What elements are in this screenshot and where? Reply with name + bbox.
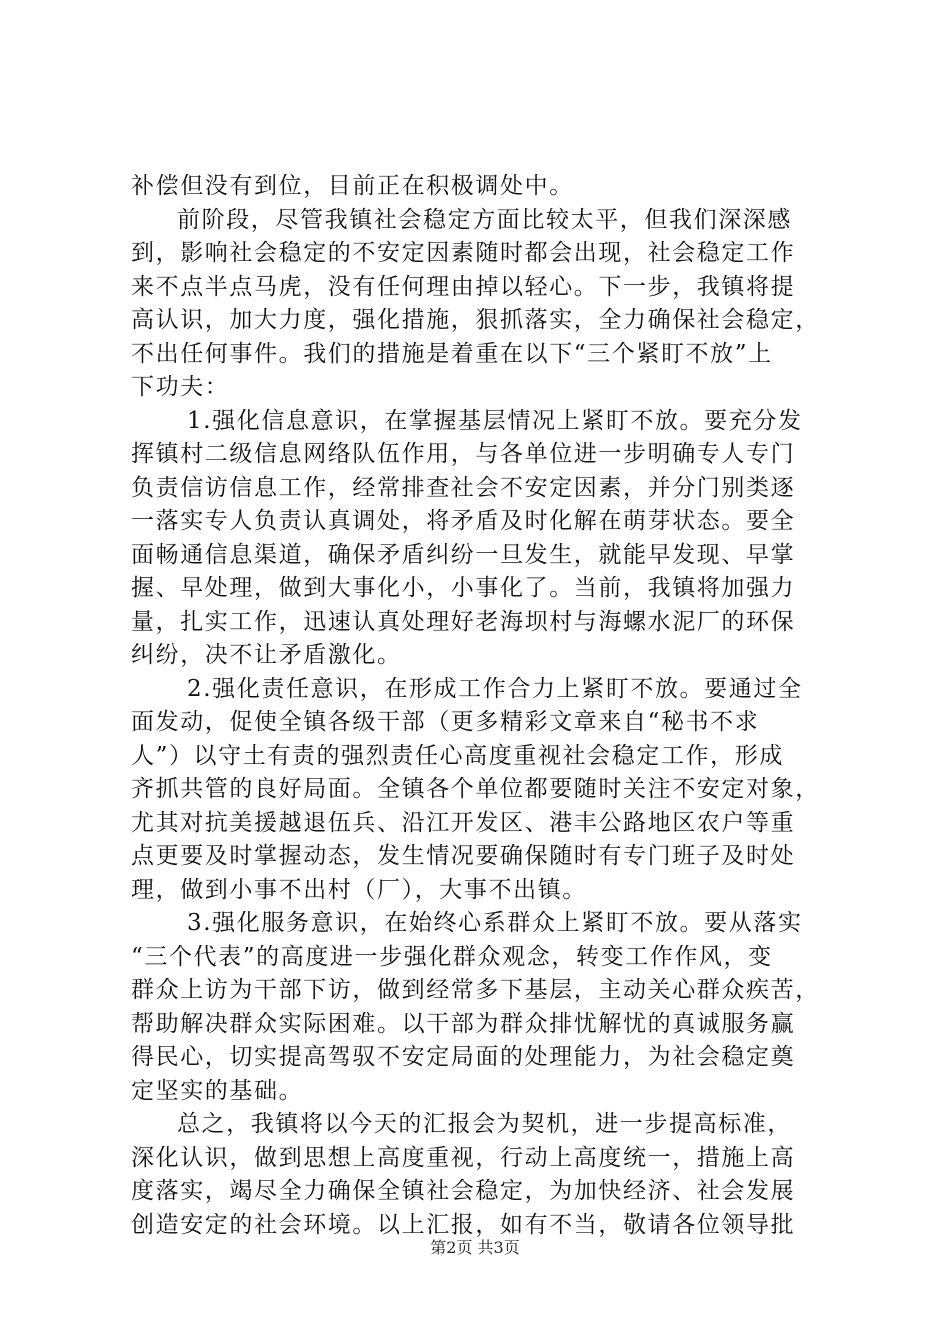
text-line: 深化认识，做到思想上高度重视，行动上高度统一，措施上高 — [131, 1144, 796, 1171]
text-line: 得民心，切实提高驾驭不安定局面的处理能力，为社会稳定奠 — [131, 1044, 796, 1070]
text-line: 点更要及时掌握动态，发生情况要确保随时有专门班子及时处 — [131, 843, 796, 869]
text-line: 不出任何事件。我们的措施是着重在以下“三个紧盯不放”上 — [131, 340, 773, 367]
text-line: 握、早处理，做到大事化小，小事化了。当前，我镇将加强力 — [131, 575, 796, 601]
text-line: 尤其对抗美援越退伍兵、沿江开发区、港丰公路地区农户等重 — [131, 809, 796, 836]
text-line: 到，影响社会稳定的不安定因素随时都会出现，社会稳定工作 — [131, 240, 796, 266]
text-line: 纠纷，决不让矛盾激化。 — [131, 642, 402, 668]
text-line: 人”）以守土有责的强烈责任心高度重视社会稳定工作，形成 — [131, 742, 784, 769]
text-line: 齐抓共管的良好局面。全镇各个单位都要随时关注不安定对象， — [131, 776, 820, 802]
page-footer: 第2页 共3页 — [430, 1238, 520, 1257]
text-line: 群众上访为干部下访，做到经常多下基层，主动关心群众疾苦， — [131, 977, 820, 1003]
text-line: 创造安定的社会环境。以上汇报，如有不当，敬请各位领导批 — [131, 1211, 796, 1238]
text-line: “三个代表”的高度进一步强化群众观念，转变工作作风，变 — [131, 943, 773, 970]
text-line: 下功夫： — [131, 374, 230, 400]
text-line: 一落实专人负责认真调处，将矛盾及时化解在萌芽状态。要全 — [131, 508, 796, 534]
text-line: 前阶段，尽管我镇社会稳定方面比较太平，但我们深深感 — [177, 206, 792, 233]
text-line: 面发动，促使全镇各级干部（更多精彩文章来自“秘书不求 — [131, 709, 760, 735]
text-line: 帮助解决群众实际困难。以干部为群众排忧解忧的真诚服务赢 — [131, 1010, 796, 1037]
text-line: 来不点半点马虎，没有任何理由掉以轻心。下一步，我镇将提 — [131, 273, 796, 300]
text-line: 补偿但没有到位，目前正在积极调处中。 — [131, 173, 574, 199]
text-line: 高认识，加大力度，强化措施，狠抓落实，全力确保社会稳定， — [131, 307, 820, 333]
text-line: 量，扎实工作，迅速认真处理好老海坝村与海螺水泥厂的环保 — [131, 608, 796, 635]
document-body — [131, 170, 831, 1242]
text-line: 总之，我镇将以今天的汇报会为契机，进一步提高标准， — [177, 1111, 792, 1137]
text-line: 3.强化服务意识，在始终心系群众上紧盯不放。要从落实 — [187, 910, 803, 936]
text-line: 挥镇村二级信息网络队伍作用，与各单位进一步明确专人专门 — [131, 441, 796, 467]
text-line: 1.强化信息意识，在掌握基层情况上紧盯不放。要充分发 — [187, 407, 803, 434]
text-line: 理，做到小事不出村（厂），大事不出镇。 — [131, 876, 587, 903]
text-line: 度落实，竭尽全力确保全镇社会稳定，为加快经济、社会发展 — [131, 1178, 796, 1204]
text-line: 2.强化责任意识，在形成工作合力上紧盯不放。要通过全 — [187, 675, 803, 702]
text-line: 面畅通信息渠道，确保矛盾纠纷一旦发生，就能早发现、早掌 — [131, 541, 796, 568]
text-line: 负责信访信息工作，经常排查社会不安定因素，并分门别类逐 — [131, 474, 796, 501]
text-line: 定坚实的基础。 — [131, 1077, 304, 1104]
